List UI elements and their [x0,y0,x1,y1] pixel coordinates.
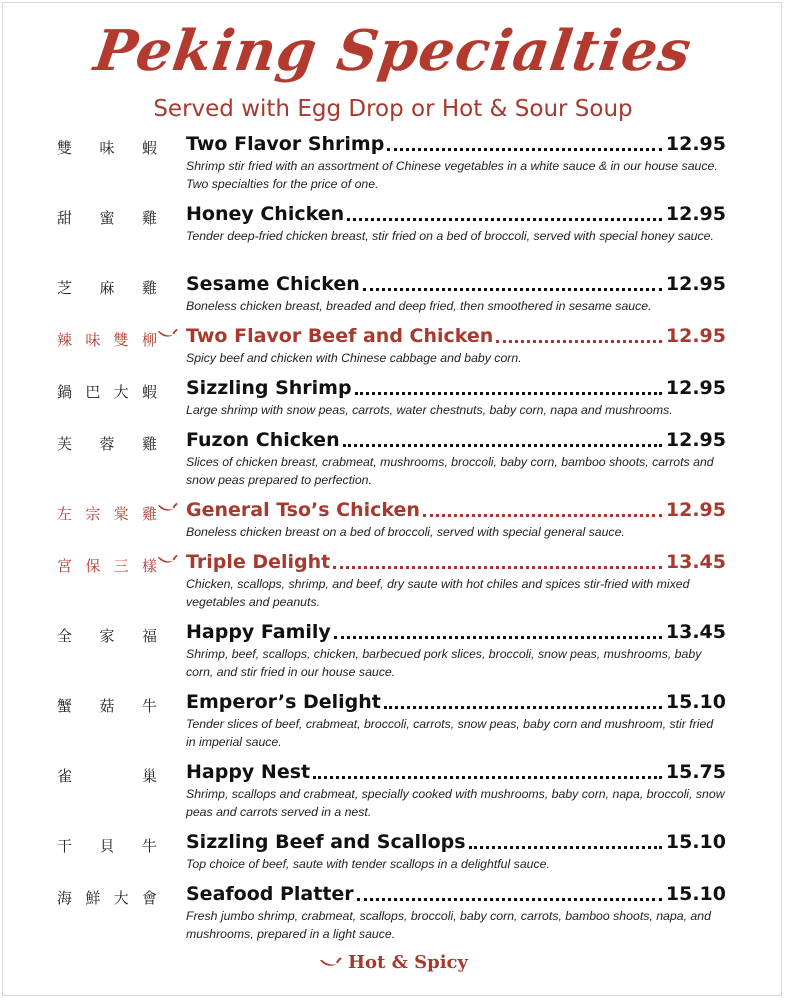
dish-price: 12.95 [665,203,726,225]
chili-pepper-icon [156,501,178,515]
chili-pepper-icon [156,553,178,567]
chinese-name [57,329,157,350]
dish-name: Sizzling Beef and Scallops [186,831,466,853]
dish-description: Spicy beef and chicken with Chinese cabbage and baby corn. [186,351,522,365]
menu-title: Peking Specialties [90,18,696,84]
dish-name: Two Flavor Shrimp [186,133,385,155]
chinese-character: 雞 [141,505,157,523]
dish-price: 13.45 [665,621,726,643]
menu-item [0,499,786,542]
dish-price: 15.10 [665,831,726,853]
dish-name-line [186,133,726,155]
chinese-character: 鮮 [85,889,101,907]
dish-name: Sizzling Shrimp [186,377,352,399]
chinese-character: 樣 [141,557,157,575]
dish-name: Emperor’s Delight [186,691,381,713]
menu-item [0,273,786,316]
dish-price: 15.75 [665,761,726,783]
chinese-name [57,381,157,402]
dish-description: Top choice of beef, saute with tender scallops in a delightful sauce. [186,857,550,871]
chinese-character: 雞 [141,435,157,453]
menu-item [0,883,786,944]
chinese-name [57,555,157,576]
dish-price: 12.95 [665,325,726,347]
menu-item [0,325,786,368]
dish-name-line [186,273,726,295]
dot-leader [469,846,662,849]
chinese-character: 蓉 [99,435,115,453]
chinese-character: 保 [85,557,101,575]
menu-item [0,429,786,490]
dish-name-line [186,203,726,225]
dot-leader [313,776,662,779]
dish-name-line [186,377,726,399]
menu-item [0,377,786,420]
chinese-character: 雙 [113,331,129,349]
chinese-name [57,503,157,524]
chinese-character: 左 [57,505,73,523]
dish-price: 12.95 [665,133,726,155]
dish-name-line [186,325,726,347]
chinese-character: 芝 [57,279,73,297]
chinese-character: 巴 [85,383,101,401]
dot-leader [343,444,662,447]
dish-name-line [186,883,726,905]
chinese-character: 辣 [57,331,73,349]
menu-item [0,133,786,194]
dish-name: Triple Delight [186,551,331,573]
dot-leader [384,706,662,709]
chinese-character: 貝 [99,837,115,855]
dish-price: 12.95 [665,499,726,521]
menu-item [0,831,786,874]
dot-leader [423,514,662,517]
dish-description: Shrimp, scallops and crabmeat, specially cooked with mushrooms, baby corn, napa, broccoli, snow peas and carrots served in a nest. [186,787,725,819]
chinese-name [57,695,157,716]
chinese-character: 宮 [57,557,73,575]
dish-price: 13.45 [665,551,726,573]
dish-description: Boneless chicken breast, breaded and deep fried, then smoothered in sesame sauce. [186,299,652,313]
dish-price: 12.95 [665,429,726,451]
dish-description: Tender deep-fried chicken breast, stir fried on a bed of broccoli, served with special honey sauce. [186,229,714,243]
dish-name-line [186,429,726,451]
menu-item [0,691,786,752]
chili-pepper-icon [318,956,342,970]
chinese-character: 蝦 [141,139,157,157]
dish-name: Honey Chicken [186,203,345,225]
dish-name-line [186,499,726,521]
dish-name-line [186,551,726,573]
chinese-name [57,835,157,856]
dish-name: General Tso’s Chicken [186,499,420,521]
chinese-name [57,433,157,454]
chinese-name [57,765,157,786]
dish-description: Shrimp, beef, scallops, chicken, barbecued pork slices, broccoli, snow peas, mushrooms, baby corn, and stir fried in our house sauce. [186,647,702,679]
chinese-name [57,887,157,908]
spicy-legend-label: Hot & Spicy [348,952,468,973]
menu-item [0,551,786,612]
dish-name: Happy Family [186,621,331,643]
dish-name-line [186,691,726,713]
menu-list [0,133,786,953]
menu-item [0,621,786,682]
dish-name: Happy Nest [186,761,311,783]
chinese-character: 雞 [141,209,157,227]
chinese-character: 雙 [57,139,73,157]
menu-item [0,761,786,822]
dot-leader [334,636,662,639]
chinese-character: 柳 [141,331,157,349]
dish-description: Shrimp stir fried with an assortment of Chinese vegetables in a white sauce & in our house sauce. Two specialties for the price of one. [186,159,718,191]
chinese-character: 宗 [85,505,101,523]
dish-price: 12.95 [665,273,726,295]
dish-description: Chicken, scallops, shrimp, and beef, dry saute with hot chiles and spices stir-fried with mixed vegetables and peanuts. [186,577,690,609]
chinese-character: 會 [141,889,157,907]
chinese-character: 味 [99,139,115,157]
dish-description: Slices of chicken breast, crabmeat, mushrooms, broccoli, baby corn, bamboo shoots, carrots and snow peas prepared to perfection. [186,455,714,487]
menu-subtitle: Served with Egg Drop or Hot & Sour Soup [153,96,633,122]
chinese-character: 鍋 [57,383,73,401]
chinese-character: 蜜 [99,209,115,227]
dot-leader [357,898,662,901]
chinese-character: 牛 [141,697,157,715]
dish-name: Fuzon Chicken [186,429,340,451]
dish-description: Large shrimp with snow peas, carrots, water chestnuts, baby corn, napa and mushrooms. [186,403,673,417]
chinese-character: 干 [57,837,73,855]
chinese-character: 麻 [99,279,115,297]
chinese-character: 甜 [57,209,73,227]
dish-name-line [186,831,726,853]
chinese-character: 大 [113,889,129,907]
dot-leader [347,218,662,221]
chinese-character: 巢 [141,767,157,785]
chinese-character: 芙 [57,435,73,453]
chinese-character: 大 [113,383,129,401]
chinese-character: 味 [85,331,101,349]
dish-name-line [186,621,726,643]
dot-leader [387,148,662,151]
dish-description: Tender slices of beef, crabmeat, broccoli, carrots, snow peas, baby corn and mushroom, stir fried in imperial sauce. [186,717,714,749]
dot-leader [496,340,662,343]
dish-description: Boneless chicken breast on a bed of broccoli, served with special general sauce. [186,525,625,539]
chinese-character: 牛 [141,837,157,855]
dish-name: Seafood Platter [186,883,354,905]
chinese-character: 家 [99,627,115,645]
chinese-character: 福 [141,627,157,645]
spicy-legend [0,952,786,973]
dish-name-line [186,761,726,783]
chinese-name [57,277,157,298]
menu-item [0,203,786,264]
chinese-character: 蝦 [141,383,157,401]
chili-pepper-icon [156,327,178,341]
chinese-name [57,137,157,158]
dot-leader [355,392,662,395]
chinese-character: 全 [57,627,73,645]
chinese-character: 棠 [113,505,129,523]
chinese-character: 三 [113,557,129,575]
chinese-character: 菇 [99,697,115,715]
chinese-character: 雞 [141,279,157,297]
chinese-character: 蟹 [57,697,73,715]
dish-description: Fresh jumbo shrimp, crabmeat, scallops, broccoli, baby corn, carrots, bamboo shoots, napa, and mushrooms, prepared in a light sauce. [186,909,711,941]
chinese-name [57,625,157,646]
chinese-character: 海 [57,889,73,907]
dot-leader [363,288,662,291]
dish-price: 15.10 [665,883,726,905]
chinese-character: 雀 [57,767,73,785]
dot-leader [333,566,662,569]
chinese-name [57,207,157,228]
dish-name: Two Flavor Beef and Chicken [186,325,494,347]
dish-name: Sesame Chicken [186,273,360,295]
dish-price: 12.95 [665,377,726,399]
dish-price: 15.10 [665,691,726,713]
